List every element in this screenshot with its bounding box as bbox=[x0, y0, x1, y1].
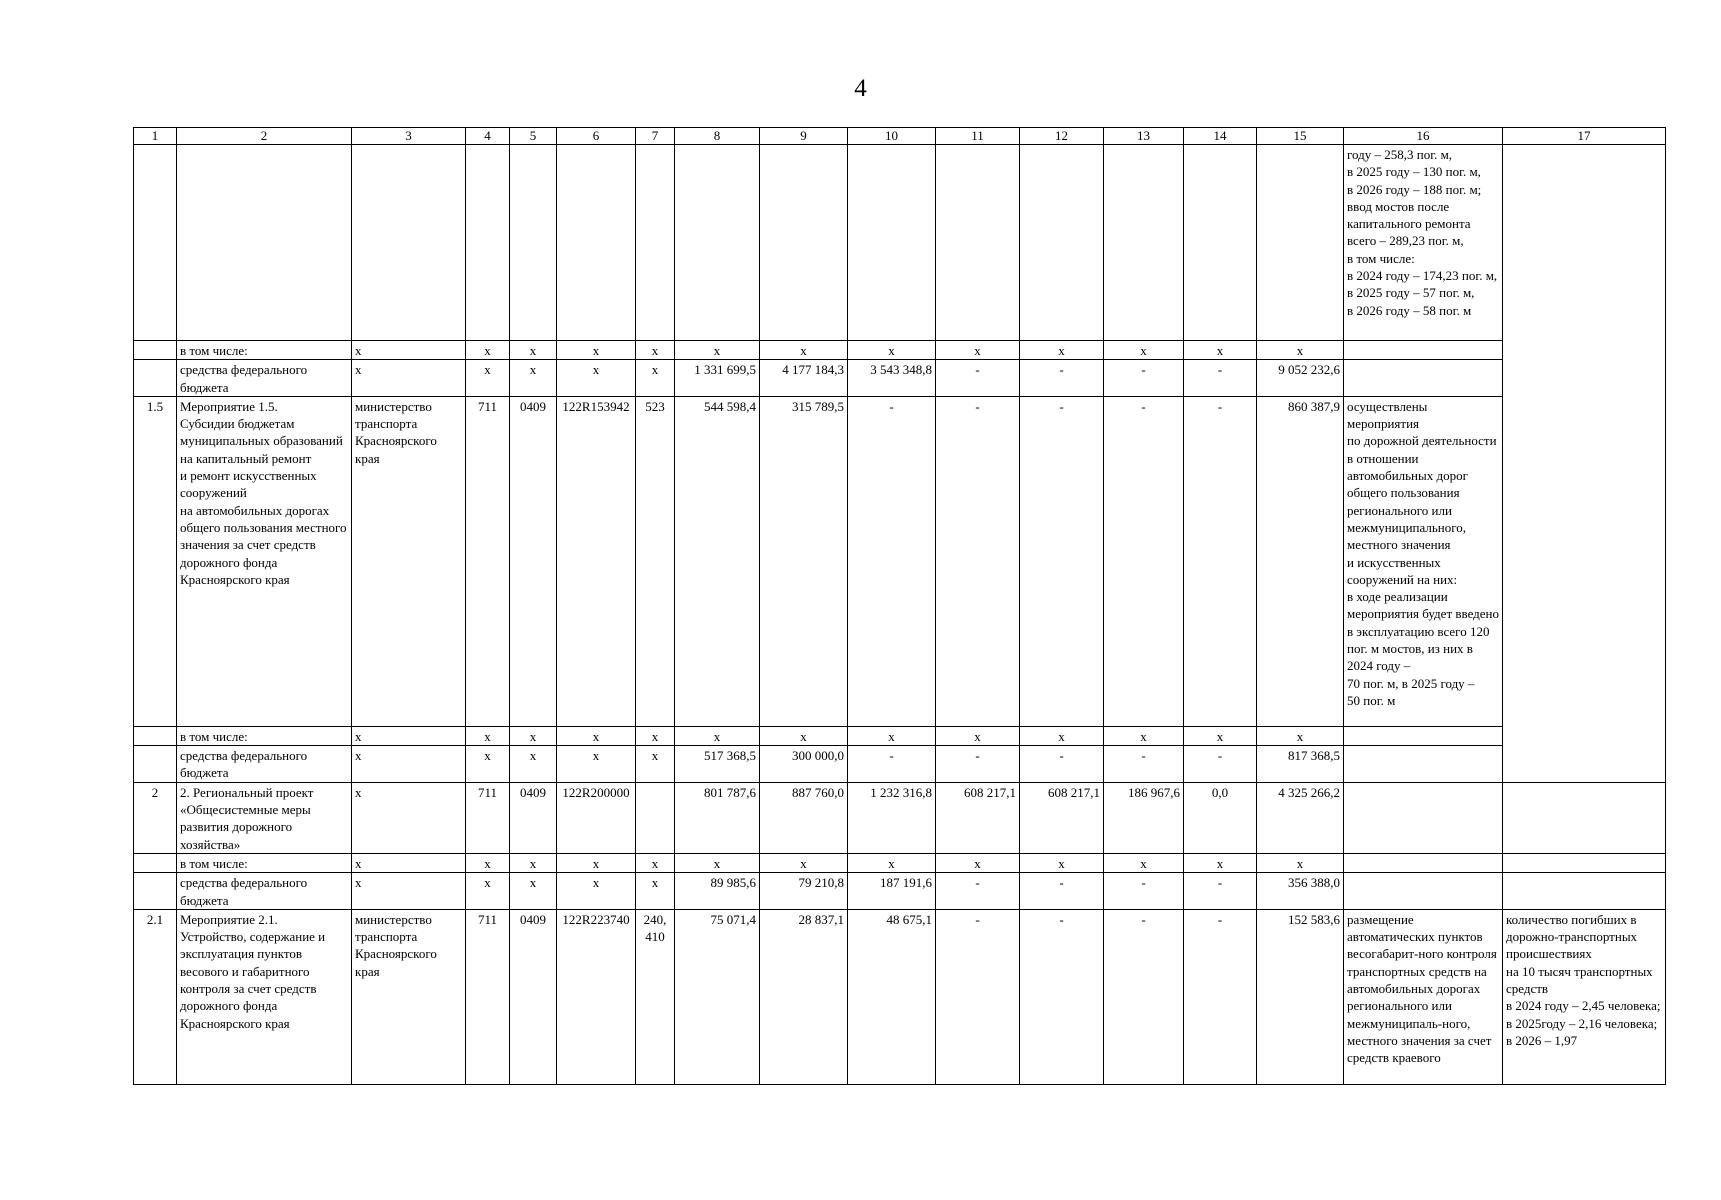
table-cell: министерство транспорта Красноярского края bbox=[352, 909, 466, 1084]
table-cell: в том числе: bbox=[177, 726, 352, 745]
table-cell: х bbox=[936, 853, 1020, 872]
table-cell bbox=[1344, 341, 1503, 360]
table-cell: х bbox=[557, 341, 636, 360]
header-cell: 8 bbox=[675, 128, 760, 145]
table-cell bbox=[134, 873, 177, 910]
page-number: 4 bbox=[854, 75, 867, 102]
table-cell: средства федерального бюджета bbox=[177, 873, 352, 910]
table-cell: - bbox=[1104, 396, 1184, 726]
table-cell: х bbox=[1104, 726, 1184, 745]
table-cell: х bbox=[352, 873, 466, 910]
table-row bbox=[134, 853, 1666, 872]
table-cell: 4 325 266,2 bbox=[1257, 782, 1344, 853]
header-cell: 15 bbox=[1257, 128, 1344, 145]
table-cell: - bbox=[1020, 396, 1104, 726]
table-cell bbox=[1503, 853, 1666, 872]
header-cell: 10 bbox=[848, 128, 936, 145]
table-cell: 4 177 184,3 bbox=[760, 360, 848, 397]
table-cell bbox=[1344, 782, 1503, 853]
table-cell: х bbox=[510, 746, 557, 783]
table-row bbox=[134, 746, 1666, 783]
table-cell: х bbox=[557, 360, 636, 397]
result-cell: году – 258,3 пог. м, в 2025 году – 130 пог. м, в 2026 году – 188 пог. м; ввод мостов после капитального ремонта всего – 289,23 пог. м, в том числе: в 2024 году – 174,23 пог. м, в 2025 году – 57 пог. м, в 2026 году – 58 пог. м bbox=[1344, 145, 1503, 341]
table-cell: Мероприятие 1.5. Субсидии бюджетам муниципальных образований на капитальный ремонт и ремонт искусственных сооружений на автомобильных дорогах общего пользования местного значения за счет средств дорожного фонда Красноярского края bbox=[177, 396, 352, 726]
table-cell: х bbox=[1020, 341, 1104, 360]
table-cell: х bbox=[936, 726, 1020, 745]
table-cell bbox=[134, 746, 177, 783]
header-cell: 3 bbox=[352, 128, 466, 145]
table-cell: - bbox=[936, 909, 1020, 1084]
table-cell: 608 217,1 bbox=[936, 782, 1020, 853]
table-cell: 122R223740 bbox=[557, 909, 636, 1084]
table-cell bbox=[848, 145, 936, 341]
table-cell: 1 232 316,8 bbox=[848, 782, 936, 853]
table-row bbox=[134, 909, 1666, 1084]
table-cell: х bbox=[510, 726, 557, 745]
table-cell: 79 210,8 bbox=[760, 873, 848, 910]
table-cell: - bbox=[1104, 746, 1184, 783]
table-cell: - bbox=[936, 746, 1020, 783]
table-cell: 89 985,6 bbox=[675, 873, 760, 910]
table-cell: 711 bbox=[466, 396, 510, 726]
table-cell: в том числе: bbox=[177, 341, 352, 360]
header-cell: 17 bbox=[1503, 128, 1666, 145]
table-cell bbox=[1344, 853, 1503, 872]
table-cell: Мероприятие 2.1. Устройство, содержание и эксплуатация пунктов весового и габаритного контроля за счет средств дорожного фонда Красноярского края bbox=[177, 909, 352, 1084]
table-row bbox=[134, 396, 1666, 726]
table-cell: 2.1 bbox=[134, 909, 177, 1084]
table-cell: х bbox=[848, 341, 936, 360]
table-cell: - bbox=[936, 873, 1020, 910]
header-cell: 14 bbox=[1184, 128, 1257, 145]
header-cell: 2 bbox=[177, 128, 352, 145]
table-row bbox=[134, 726, 1666, 745]
table-cell: - bbox=[936, 396, 1020, 726]
table-cell bbox=[760, 145, 848, 341]
table-cell bbox=[134, 726, 177, 745]
table-cell: - bbox=[1184, 396, 1257, 726]
table-cell bbox=[466, 145, 510, 341]
table-cell: 75 071,4 bbox=[675, 909, 760, 1084]
table-cell: 608 217,1 bbox=[1020, 782, 1104, 853]
table-cell: х bbox=[675, 341, 760, 360]
result-cell: размещение автоматических пунктов весогабарит-ного контроля транспортных средств на автомобильных дорогах регионального или межмуниципаль-ного, местного значения за счет средств краевого bbox=[1344, 909, 1503, 1084]
table-cell: х bbox=[636, 873, 675, 910]
table-cell: 3 543 348,8 bbox=[848, 360, 936, 397]
table-cell: х bbox=[760, 341, 848, 360]
table-cell: х bbox=[510, 360, 557, 397]
table-cell bbox=[1104, 145, 1184, 341]
header-cell: 6 bbox=[557, 128, 636, 145]
table-cell: х bbox=[466, 341, 510, 360]
table-cell: х bbox=[466, 873, 510, 910]
table-cell: 711 bbox=[466, 909, 510, 1084]
table-cell: х bbox=[1020, 853, 1104, 872]
table-cell bbox=[134, 145, 177, 341]
header-cell: 9 bbox=[760, 128, 848, 145]
table-cell: х bbox=[1184, 726, 1257, 745]
indicator-cell: количество погибших в дорожно-транспортных происшествиях на 10 тысяч транспортных средств в 2024 году – 2,45 человека; в 2025году – 2,16 человека; в 2026 – 1,97 bbox=[1503, 909, 1666, 1084]
table-cell bbox=[1344, 746, 1503, 783]
table-cell bbox=[134, 360, 177, 397]
table-cell: 28 837,1 bbox=[760, 909, 848, 1084]
table-cell bbox=[1503, 782, 1666, 853]
table-cell: х bbox=[636, 853, 675, 872]
table-cell bbox=[636, 145, 675, 341]
table-cell bbox=[675, 145, 760, 341]
header-cell: 11 bbox=[936, 128, 1020, 145]
table-cell: - bbox=[1104, 909, 1184, 1084]
table-cell: 1.5 bbox=[134, 396, 177, 726]
table-cell: - bbox=[848, 396, 936, 726]
table-cell: - bbox=[1184, 909, 1257, 1084]
table-cell bbox=[134, 853, 177, 872]
table-cell: - bbox=[1020, 746, 1104, 783]
table-cell: х bbox=[636, 726, 675, 745]
table-cell: 122R153942 bbox=[557, 396, 636, 726]
table-cell: х bbox=[636, 341, 675, 360]
table-cell bbox=[636, 782, 675, 853]
table-cell: 315 789,5 bbox=[760, 396, 848, 726]
table-cell: х bbox=[466, 360, 510, 397]
table-cell: - bbox=[1020, 873, 1104, 910]
table-cell: х bbox=[557, 873, 636, 910]
table-cell: 122R200000 bbox=[557, 782, 636, 853]
table-cell: х bbox=[636, 746, 675, 783]
table-cell bbox=[936, 145, 1020, 341]
header-cell: 7 bbox=[636, 128, 675, 145]
table-cell bbox=[1344, 360, 1503, 397]
table-row bbox=[134, 145, 1666, 341]
table-cell: - bbox=[936, 360, 1020, 397]
table-cell: 300 000,0 bbox=[760, 746, 848, 783]
table-cell: 0,0 bbox=[1184, 782, 1257, 853]
table-cell: - bbox=[1104, 360, 1184, 397]
table-cell bbox=[1344, 726, 1503, 745]
program-table bbox=[133, 127, 1666, 1085]
table-cell: 48 675,1 bbox=[848, 909, 936, 1084]
table-cell: средства федерального бюджета bbox=[177, 746, 352, 783]
table-cell bbox=[1257, 145, 1344, 341]
table-cell: 187 191,6 bbox=[848, 873, 936, 910]
table-cell: 152 583,6 bbox=[1257, 909, 1344, 1084]
table-cell: х bbox=[848, 726, 936, 745]
table-cell: 356 388,0 bbox=[1257, 873, 1344, 910]
table-cell: - bbox=[1020, 909, 1104, 1084]
table-cell: х bbox=[557, 726, 636, 745]
table-cell: х bbox=[760, 726, 848, 745]
header-cell: 13 bbox=[1104, 128, 1184, 145]
table-cell: - bbox=[1184, 873, 1257, 910]
table-cell: 2. Региональный проект «Общесистемные меры развития дорожного хозяйства» bbox=[177, 782, 352, 853]
table-row bbox=[134, 782, 1666, 853]
table-cell bbox=[557, 145, 636, 341]
table-cell bbox=[134, 341, 177, 360]
table-cell: х bbox=[510, 341, 557, 360]
table-cell: х bbox=[352, 853, 466, 872]
table-cell: 9 052 232,6 bbox=[1257, 360, 1344, 397]
table-cell: х bbox=[352, 746, 466, 783]
table-cell: 240, 410 bbox=[636, 909, 675, 1084]
table-cell: средства федерального бюджета bbox=[177, 360, 352, 397]
table-cell: х bbox=[510, 873, 557, 910]
table-cell: х bbox=[1257, 726, 1344, 745]
table-cell bbox=[1344, 873, 1503, 910]
table-cell: 711 bbox=[466, 782, 510, 853]
header-cell: 4 bbox=[466, 128, 510, 145]
header-cell: 16 bbox=[1344, 128, 1503, 145]
table-cell: х bbox=[1104, 341, 1184, 360]
table-cell: х bbox=[466, 746, 510, 783]
table-cell: 801 787,6 bbox=[675, 782, 760, 853]
table-cell: х bbox=[466, 853, 510, 872]
table-cell: х bbox=[1257, 341, 1344, 360]
table-cell: 0409 bbox=[510, 396, 557, 726]
table-cell: 0409 bbox=[510, 909, 557, 1084]
table-cell: х bbox=[1184, 341, 1257, 360]
header-cell: 1 bbox=[134, 128, 177, 145]
table-cell: х bbox=[466, 726, 510, 745]
result-cell: осуществлены мероприятия по дорожной деятельности в отношении автомобильных дорог общего пользования регионального или межмуниципального, местного значения и искусственных сооружений на них: в ходе реализации мероприятия будет введено в эксплуатацию всего 120 пог. м мостов, из них в 2024 году – 70 пог. м, в 2025 году – 50 пог. м bbox=[1344, 396, 1503, 726]
table-cell: в том числе: bbox=[177, 853, 352, 872]
table-cell: министерство транспорта Красноярского края bbox=[352, 396, 466, 726]
table-cell: - bbox=[1104, 873, 1184, 910]
table-cell: х bbox=[936, 341, 1020, 360]
header-cell: 12 bbox=[1020, 128, 1104, 145]
table-cell: 860 387,9 bbox=[1257, 396, 1344, 726]
table-cell: х bbox=[675, 853, 760, 872]
table-cell: 1 331 699,5 bbox=[675, 360, 760, 397]
table-cell: х bbox=[352, 782, 466, 853]
table-cell: х bbox=[557, 853, 636, 872]
table-row bbox=[134, 873, 1666, 910]
table-cell: 523 bbox=[636, 396, 675, 726]
table-cell: х bbox=[1104, 853, 1184, 872]
table-cell: - bbox=[1184, 746, 1257, 783]
table-cell: 0409 bbox=[510, 782, 557, 853]
table-cell: 186 967,6 bbox=[1104, 782, 1184, 853]
header-cell: 5 bbox=[510, 128, 557, 145]
table-row bbox=[134, 341, 1666, 360]
table-cell: х bbox=[675, 726, 760, 745]
table-cell bbox=[510, 145, 557, 341]
table-cell bbox=[177, 145, 352, 341]
table-cell: х bbox=[1184, 853, 1257, 872]
table-cell: х bbox=[352, 360, 466, 397]
table-cell: 2 bbox=[134, 782, 177, 853]
column-number-row bbox=[134, 128, 1666, 145]
table-cell: х bbox=[352, 341, 466, 360]
table-cell: х bbox=[557, 746, 636, 783]
table-cell bbox=[1503, 873, 1666, 910]
table-cell: х bbox=[760, 853, 848, 872]
table-cell: 544 598,4 bbox=[675, 396, 760, 726]
indicator-cell bbox=[1503, 145, 1666, 783]
table-cell: х bbox=[848, 853, 936, 872]
table-cell: х bbox=[352, 726, 466, 745]
table-cell: х bbox=[510, 853, 557, 872]
table-cell: 887 760,0 bbox=[760, 782, 848, 853]
table-cell bbox=[1184, 145, 1257, 341]
table-cell: - bbox=[848, 746, 936, 783]
table-cell bbox=[352, 145, 466, 341]
table-row bbox=[134, 360, 1666, 397]
table-cell: - bbox=[1020, 360, 1104, 397]
table-cell: х bbox=[636, 360, 675, 397]
table-cell: х bbox=[1020, 726, 1104, 745]
table-cell: 517 368,5 bbox=[675, 746, 760, 783]
table-cell bbox=[1020, 145, 1104, 341]
table-cell: х bbox=[1257, 853, 1344, 872]
table-cell: - bbox=[1184, 360, 1257, 397]
table-cell: 817 368,5 bbox=[1257, 746, 1344, 783]
